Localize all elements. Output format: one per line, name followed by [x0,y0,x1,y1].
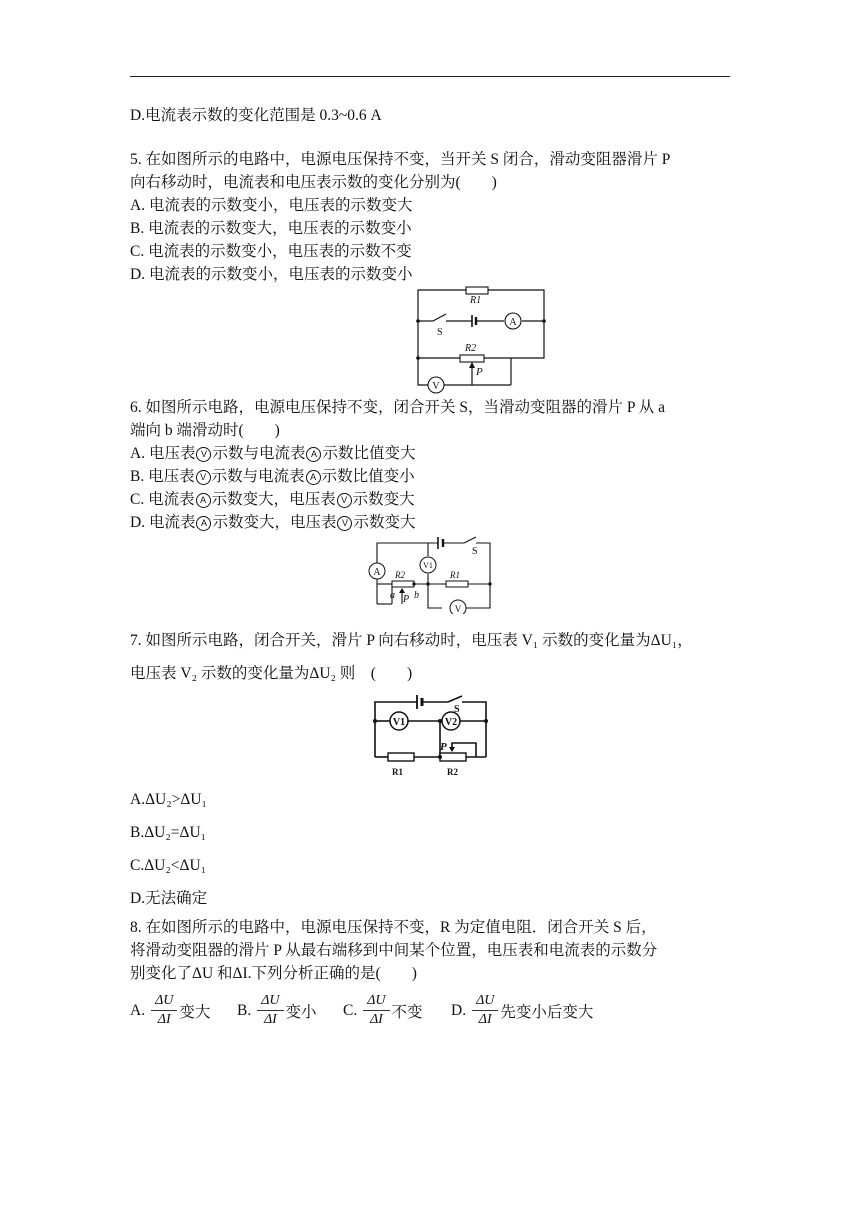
fraction [363,992,389,1029]
q6-option-c-suffix: 示数变大 [352,491,415,508]
q6-option-d-suffix: 示数变大 [353,514,416,531]
q8-option-b-text: 变小 [285,1003,317,1021]
q8-option-a-text: 变大 [179,1003,211,1021]
q5-stem-line1: 5. 在如图所示的电路中，电源电压保持不变，当开关 S 闭合，滑动变阻器滑片 P [130,151,671,168]
q6-option-b-suffix: 示数比值变小 [321,468,415,485]
q7-option-b: B.ΔU₂=ΔU₁ [130,824,207,841]
q7-stem-line1: 7. 如图所示电路，闭合开关，滑片 P 向右移动时，电压表 V₁ 示数的变化量为ΔU₁， [130,632,693,649]
q6-option-a-prefix: A. 电压表 [130,445,196,462]
prev-option-d: D.电流表示数的变化范围是 0.3~0.6 A [130,107,382,124]
ammeter-symbol-icon: A [306,447,321,462]
q6-slider-label: P [403,594,410,605]
q6-r1-label: R1 [450,570,460,580]
q5-slider-label: P [476,366,483,378]
q6-end-a-label: a [390,590,395,601]
q7-option-c: C.ΔU₂<ΔU₁ [130,857,207,874]
q6-option-d-prefix: D. 电流表 [130,514,196,531]
q6-r2-resistor [392,581,414,587]
q6-option-a-suffix: 示数比值变大 [322,445,416,462]
q5-option-a: A. 电流表的示数变小，电压表的示数变大 [130,197,413,214]
q6-option-b-mid: 示数与电流表 [211,468,305,485]
q6-r2-label: R2 [395,570,405,580]
q6-option-c-prefix: C. 电流表 [130,491,195,508]
q7-slider-arrow-icon [449,747,455,752]
q5-ammeter-label: A [509,317,517,328]
q8-option-a [130,992,210,1029]
q7-option-a: A.ΔU₂>ΔU₁ [130,791,207,808]
q7-voltmeter-1-label: V1 [392,717,406,728]
ammeter-symbol-icon: A [196,493,211,508]
fraction [472,992,498,1029]
q7-r1-resistor [388,753,414,761]
voltmeter-symbol-icon: V [196,470,211,485]
fraction-denominator: ΔI [369,1012,383,1027]
q7-circuit-diagram [370,692,492,780]
q6-voltmeter-1-label: V1 [423,561,433,570]
q6-option-a-mid: 示数与电流表 [212,445,306,462]
ammeter-symbol-icon: A [306,470,321,485]
q8-option-b [237,992,317,1029]
q6-option-a [130,444,415,464]
voltmeter-symbol-icon: V [196,447,211,462]
q5-r2-resistor [460,355,484,362]
q8-option-c [343,992,423,1029]
q7-r1-label: R1 [392,767,403,777]
fraction-denominator: ΔI [263,1012,277,1027]
fraction-numerator: ΔU [472,992,498,1011]
q8-option-d [451,992,593,1029]
q7-voltmeter-2-label: V2 [444,717,458,728]
q5-voltmeter-label: V [432,381,440,392]
fraction [151,992,177,1029]
q8-option-a-label: A. [130,1001,146,1019]
q6-switch-label: S [472,546,478,557]
q6-voltmeter-2-label: V [454,604,462,614]
q5-slider-arrow-icon [469,362,475,368]
q6-circuit-diagram [362,532,497,614]
q6-option-c [130,490,415,510]
q5-option-d: D. 电流表的示数变小，电压表的示数变小 [130,266,413,283]
q5-option-c: C. 电流表的示数变小，电压表的示数不变 [130,243,412,260]
q6-stem-line2: 端向 b 端滑动时( ) [130,422,280,439]
q5-switch-label: S [437,327,443,338]
q6-option-b-prefix: B. 电压表 [130,468,195,485]
ammeter-symbol-icon: A [196,516,211,531]
q6-ammeter-label: A [373,567,381,578]
q7-r2-resistor [440,753,466,761]
q7-switch-label: S [454,704,460,715]
q6-option-d [130,513,415,533]
q5-stem-line2: 向右移动时，电流表和电压表示数的变化分别为( ) [130,174,497,191]
q7-slider-label: P [440,741,447,753]
q8-stem-line3: 别变化了ΔU 和ΔI.下列分析正确的是( ) [130,965,417,982]
voltmeter-symbol-icon: V [337,516,352,531]
q5-circuit-diagram [410,284,555,396]
q8-option-d-text: 先变小后变大 [500,1003,594,1021]
q6-r1-resistor [446,581,468,587]
q6-option-b [130,467,415,487]
q5-r2-label: R2 [465,343,477,354]
q7-stem-line2: 电压表 V₂ 示数的变化量为ΔU₂ 则 ( ) [130,665,413,682]
fraction-numerator: ΔU [257,992,283,1011]
q8-option-b-label: B. [237,1001,252,1019]
q8-option-c-text: 不变 [391,1003,423,1021]
voltmeter-symbol-icon: V [337,493,352,508]
q7-option-d: D.无法确定 [130,890,208,907]
fraction-denominator: ΔI [478,1012,492,1027]
fraction-denominator: ΔI [157,1012,171,1027]
q6-slider-arrow-icon [399,588,405,593]
q6-option-d-mid: 示数变大，电压表 [212,514,337,531]
fraction [257,992,283,1029]
q8-option-c-label: C. [343,1001,358,1019]
q6-stem-line1: 6. 如图所示电路，电源电压保持不变，闭合开关 S，当滑动变阻器的滑片 P 从 a [130,399,666,416]
q8-stem-line2: 将滑动变阻器的滑片 P 从最右端移到中间某个位置，电压表和电流表的示数分 [130,942,658,959]
q5-r1-label: R1 [470,295,482,306]
q8-option-d-label: D. [451,1001,467,1019]
fraction-numerator: ΔU [151,992,177,1011]
q8-stem-line1: 8. 在如图所示的电路中，电源电压保持不变，R 为定值电阻．闭合开关 S 后， [130,919,657,936]
header-rule [130,76,730,77]
q5-r1-resistor [466,287,488,294]
fraction-numerator: ΔU [363,992,389,1011]
q7-r2-label: R2 [447,767,458,777]
q6-option-c-mid: 示数变大，电压表 [211,491,336,508]
q5-option-b: B. 电流表的示数变大，电压表的示数变小 [130,220,412,237]
q6-end-b-label: b [414,590,419,601]
